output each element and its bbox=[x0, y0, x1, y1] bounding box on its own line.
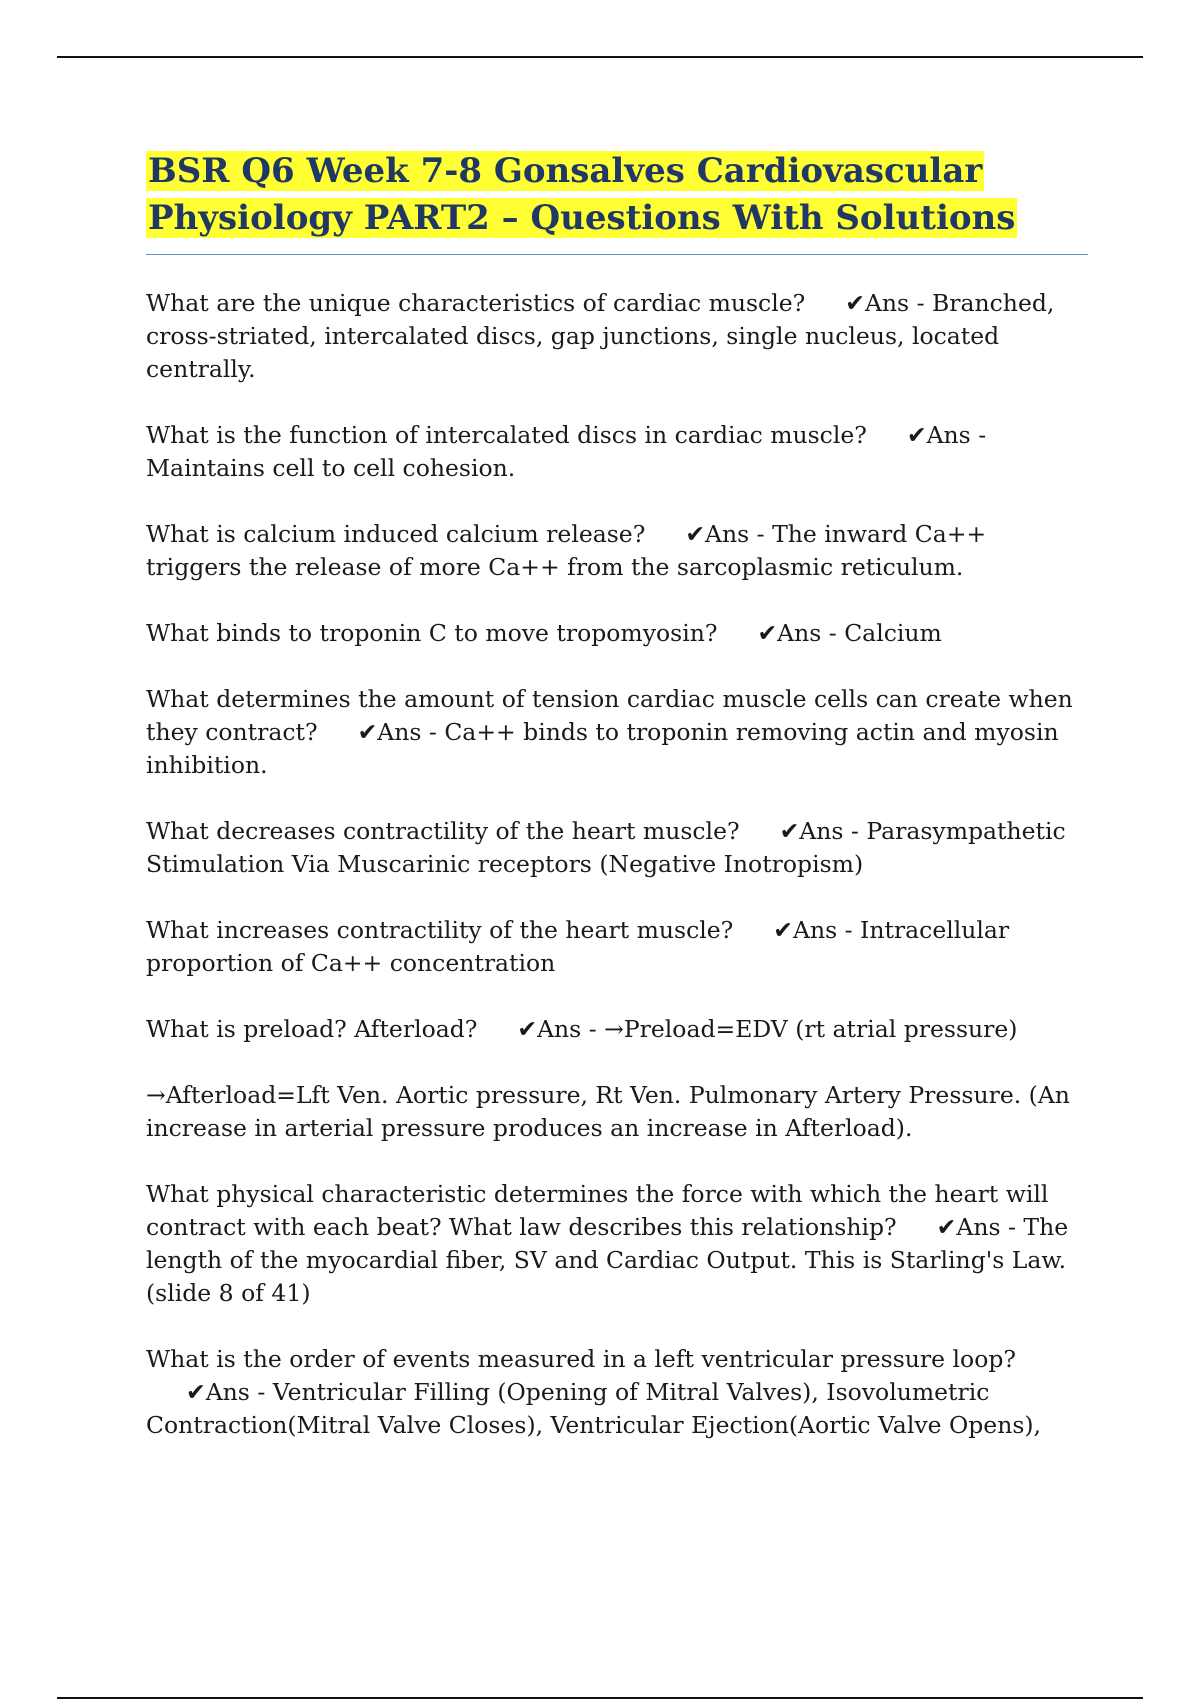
answer-text: Parasympathetic Stimulation Via Muscarinic receptors (Negative Inotropism) bbox=[146, 817, 1066, 878]
question-text: What are the unique characteristics of cardiac muscle? bbox=[146, 289, 806, 317]
question-text: What binds to troponin C to move tropomyosin? bbox=[146, 619, 718, 647]
answer-marker: ✔Ans bbox=[906, 421, 971, 449]
answer-marker: ✔Ans bbox=[773, 916, 838, 944]
qa-item-10 bbox=[146, 1343, 1088, 1442]
answer-continuation: →Afterload=Lft Ven. Aortic pressure, Rt Ven. Pulmonary Artery Pressure. (An increase in arterial pressure produces an increase in Afterload). bbox=[146, 1081, 1070, 1142]
question-text: What is calcium induced calcium release? bbox=[146, 520, 646, 548]
qa-item-7 bbox=[146, 914, 1088, 980]
qa-item-4 bbox=[146, 617, 1088, 650]
answer-marker: ✔Ans bbox=[517, 1015, 582, 1043]
qa-item-8 bbox=[146, 1013, 1088, 1046]
qa-item-5 bbox=[146, 683, 1088, 782]
qa-item-9 bbox=[146, 1178, 1088, 1310]
document-title bbox=[146, 148, 1088, 242]
answer-text: Calcium bbox=[844, 619, 942, 647]
answer-marker: ✔Ans bbox=[357, 718, 422, 746]
answer-text: Ca++ binds to troponin removing actin and myosin inhibition. bbox=[146, 718, 1059, 779]
question-text: What determines the amount of tension cardiac muscle cells can create when they contract? bbox=[146, 685, 1073, 746]
answer-text: →Preload=EDV (rt atrial pressure) bbox=[604, 1015, 1018, 1043]
answer-separator: - bbox=[821, 619, 845, 647]
answer-separator: - bbox=[1000, 1213, 1024, 1241]
question-text: What decreases contractility of the heart muscle? bbox=[146, 817, 740, 845]
answer-separator: - bbox=[970, 421, 987, 449]
qa-item-3 bbox=[146, 518, 1088, 584]
question-text: What is the order of events measured in a left ventricular pressure loop? bbox=[146, 1345, 1016, 1373]
title-underline bbox=[146, 254, 1088, 255]
title-line-2: Physiology PART2 – Questions With Solutions bbox=[148, 198, 1016, 238]
bottom-border-line bbox=[57, 1697, 1143, 1699]
question-text: What physical characteristic determines the force with which the heart will contract with each beat? What law describes this relationship? bbox=[146, 1180, 1049, 1241]
question-text: What is the function of intercalated discs in cardiac muscle? bbox=[146, 421, 867, 449]
top-border-line bbox=[57, 56, 1143, 58]
answer-separator: - bbox=[749, 520, 773, 548]
answer-text: Branched, cross-striated, intercalated discs, gap junctions, single nucleus, located centrally. bbox=[146, 289, 1055, 383]
answer-marker: ✔Ans bbox=[186, 1378, 250, 1406]
document-body bbox=[146, 148, 1088, 1475]
answer-text: Maintains cell to cell cohesion. bbox=[146, 454, 516, 482]
answer-text: Ventricular Filling (Opening of Mitral Valves), Isovolumetric Contraction(Mitral Valve Closes), Ventricular Ejection(Aortic Valve Opens), bbox=[146, 1378, 1042, 1439]
question-text: What increases contractility of the heart muscle? bbox=[146, 916, 734, 944]
answer-marker: ✔Ans bbox=[845, 289, 910, 317]
answer-marker: ✔Ans bbox=[779, 817, 844, 845]
question-text: What is preload? Afterload? bbox=[146, 1015, 478, 1043]
answer-marker: ✔Ans bbox=[757, 619, 822, 647]
answer-separator: - bbox=[249, 1378, 273, 1406]
answer-separator: - bbox=[837, 916, 861, 944]
answer-text: The inward Ca++ triggers the release of more Ca++ from the sarcoplasmic reticulum. bbox=[146, 520, 987, 581]
answer-separator: - bbox=[421, 718, 445, 746]
answer-separator: - bbox=[843, 817, 867, 845]
answer-text: The length of the myocardial fiber, SV and Cardiac Output. This is Starling's Law. (slide 8 of 41) bbox=[146, 1213, 1069, 1307]
answer-separator: - bbox=[581, 1015, 605, 1043]
qa-item-6 bbox=[146, 815, 1088, 881]
qa-item-2 bbox=[146, 419, 1088, 485]
answer-marker: ✔Ans bbox=[685, 520, 750, 548]
answer-text: Intracellular proportion of Ca++ concentration bbox=[146, 916, 1010, 977]
answer-marker: ✔Ans bbox=[936, 1213, 1001, 1241]
answer-separator: - bbox=[909, 289, 932, 317]
title-line-1: BSR Q6 Week 7-8 Gonsalves Cardiovascular bbox=[148, 151, 983, 191]
qa-item-1 bbox=[146, 287, 1088, 386]
